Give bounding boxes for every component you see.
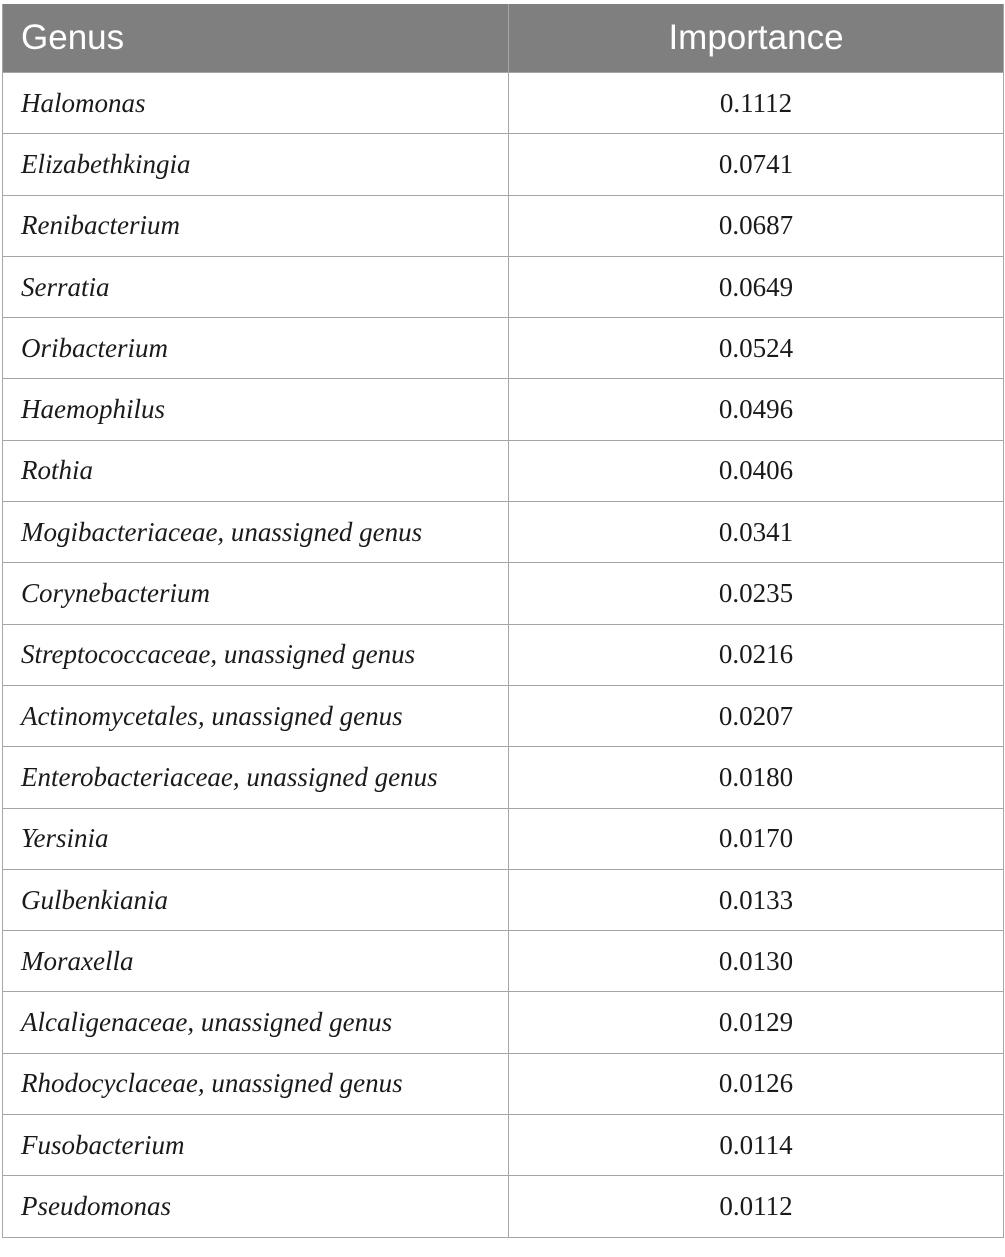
genus-cell: Yersinia (3, 808, 509, 869)
header-row (3, 4, 1004, 73)
table-row (3, 685, 1004, 746)
genus-cell: Renibacterium (3, 195, 509, 256)
importance-cell: 0.0170 (509, 808, 1004, 869)
importance-cell: 0.0180 (509, 747, 1004, 808)
genus-cell: Haemophilus (3, 379, 509, 440)
importance-cell: 0.0126 (509, 1053, 1004, 1114)
importance-cell: 0.0524 (509, 318, 1004, 379)
genus-importance-table-container (2, 4, 1003, 1238)
table-row (3, 869, 1004, 930)
genus-cell: Serratia (3, 256, 509, 317)
importance-cell: 0.0112 (509, 1176, 1004, 1237)
table-row (3, 195, 1004, 256)
table-row (3, 379, 1004, 440)
importance-cell: 0.0496 (509, 379, 1004, 440)
importance-cell: 0.0235 (509, 563, 1004, 624)
genus-cell: Actinomycetales, unassigned genus (3, 685, 509, 746)
table-row (3, 624, 1004, 685)
genus-cell: Streptococcaceae, unassigned genus (3, 624, 509, 685)
genus-cell: Alcaligenaceae, unassigned genus (3, 992, 509, 1053)
importance-cell: 0.0649 (509, 256, 1004, 317)
genus-cell: Oribacterium (3, 318, 509, 379)
genus-importance-table (2, 4, 1004, 1238)
genus-cell: Moraxella (3, 931, 509, 992)
table-row (3, 1115, 1004, 1176)
table-row (3, 440, 1004, 501)
importance-cell: 0.0341 (509, 502, 1004, 563)
importance-cell: 0.0741 (509, 134, 1004, 195)
table-header (3, 4, 1004, 73)
importance-cell: 0.0687 (509, 195, 1004, 256)
genus-cell: Elizabethkingia (3, 134, 509, 195)
genus-cell: Corynebacterium (3, 563, 509, 624)
importance-cell: 0.1112 (509, 73, 1004, 134)
genus-cell: Enterobacteriaceae, unassigned genus (3, 747, 509, 808)
importance-cell: 0.0129 (509, 992, 1004, 1053)
table-body (3, 73, 1004, 1238)
table-row (3, 256, 1004, 317)
genus-cell: Rothia (3, 440, 509, 501)
importance-cell: 0.0130 (509, 931, 1004, 992)
table-row (3, 134, 1004, 195)
table-row (3, 502, 1004, 563)
table-row (3, 992, 1004, 1053)
importance-column-header: Importance (509, 4, 1004, 73)
importance-cell: 0.0133 (509, 869, 1004, 930)
table-row (3, 1176, 1004, 1237)
table-row (3, 318, 1004, 379)
table-row (3, 808, 1004, 869)
genus-cell: Rhodocyclaceae, unassigned genus (3, 1053, 509, 1114)
importance-cell: 0.0216 (509, 624, 1004, 685)
genus-cell: Halomonas (3, 73, 509, 134)
table-row (3, 1053, 1004, 1114)
genus-cell: Fusobacterium (3, 1115, 509, 1176)
genus-cell: Mogibacteriaceae, unassigned genus (3, 502, 509, 563)
importance-cell: 0.0207 (509, 685, 1004, 746)
importance-cell: 0.0406 (509, 440, 1004, 501)
genus-cell: Pseudomonas (3, 1176, 509, 1237)
importance-cell: 0.0114 (509, 1115, 1004, 1176)
table-row (3, 73, 1004, 134)
table-row (3, 563, 1004, 624)
table-row (3, 747, 1004, 808)
genus-cell: Gulbenkiania (3, 869, 509, 930)
genus-column-header: Genus (3, 4, 509, 73)
table-row (3, 931, 1004, 992)
